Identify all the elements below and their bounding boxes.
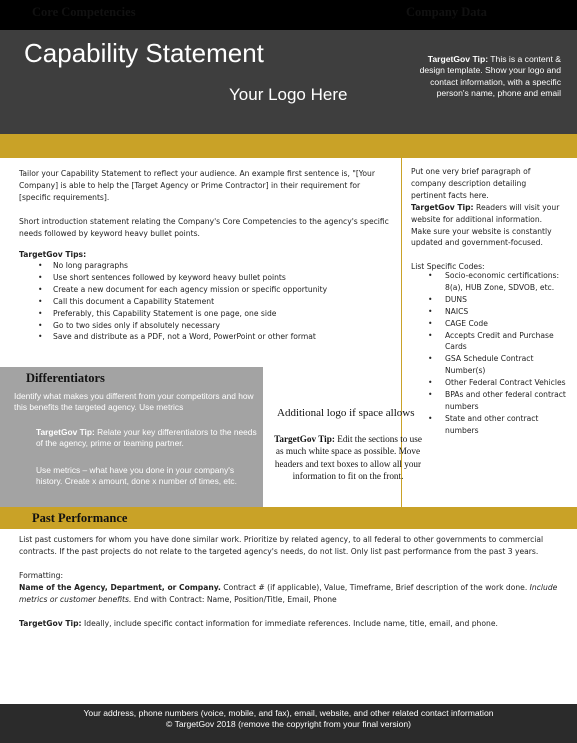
past-tip-label: TargetGov Tip: xyxy=(19,618,82,628)
differentiators-tip-text: Relate your key differentiators to the needs of the agency, prime or teaming partner. xyxy=(36,427,257,449)
list-item: • Use short sentences followed by keyword heavy bullet points xyxy=(38,272,388,284)
list-item: • CAGE Code xyxy=(428,318,568,330)
format-text: Contract # (if applicable), Value, Timeframe, Brief description of the work done. xyxy=(220,582,530,592)
past-performance-body xyxy=(19,534,559,629)
company-data-bar xyxy=(401,134,577,158)
codes-list xyxy=(428,270,568,437)
differentiators-tip xyxy=(36,427,258,450)
past-performance-heading: Past Performance xyxy=(32,511,128,525)
footer-line-2: © TargetGov 2018 (remove the copyright from your final version) xyxy=(166,719,411,729)
company-data-heading: Company Data xyxy=(406,5,487,19)
past-paragraph-1: List past customers for whom you have done similar work. Prioritize by related agency, to all federal to other governments to commercial contracts. If the past projects do not relate to the targeted agency's needs, do not list. Only list past performance from the past 3 years. xyxy=(19,535,544,556)
past-tip-text: Ideally, include specific contact information for immediate references. Include name, title, email, and phone. xyxy=(81,618,498,628)
codes-label: List Specific Codes: xyxy=(411,262,485,271)
header-tip-label: TargetGov Tip: xyxy=(427,54,489,64)
list-item: • Accepts Credit and Purchase Cards xyxy=(428,330,568,354)
company-tip-label: TargetGov Tip: xyxy=(411,202,474,212)
differentiators-heading: Differentiators xyxy=(26,371,105,385)
list-item: • State and other contract numbers xyxy=(428,413,568,437)
additional-logo-placeholder: Additional logo if space allows xyxy=(277,407,415,419)
footer-contact xyxy=(0,708,577,730)
list-item: • Other Federal Contract Vehicles xyxy=(428,377,568,389)
list-item: • No long paragraphs xyxy=(38,260,388,272)
list-item: • GSA Schedule Contract Number(s) xyxy=(428,353,568,377)
additional-tip xyxy=(273,433,423,483)
list-item: • Save and distribute as a PDF, not a Word, PowerPoint or other format xyxy=(38,331,388,343)
formatting-text xyxy=(19,582,559,606)
document-title: Capability Statement xyxy=(24,38,264,68)
core-paragraph-1: Tailor your Capability Statement to reflect your audience. An example first sentence is, "[Your Company] is able to help the [Target Agency or Prime Contractor] in their requirement for [specific requirements]. xyxy=(19,169,375,202)
core-paragraph-2: Short introduction statement relating the Company's Core Competencies to the agency's specific needs followed by keyword heavy bullet points. xyxy=(19,216,389,238)
list-item: • Go to two sides only if absolutely necessary xyxy=(38,320,388,332)
company-data-body xyxy=(411,166,563,249)
differentiators-intro: Identify what makes you different from your competitors and how this benefits the targeted agency. Use metrics xyxy=(14,391,254,413)
additional-tip-label: TargetGov Tip: xyxy=(274,434,335,444)
core-competencies-body xyxy=(19,168,391,240)
list-item: • BPAs and other federal contract numbers xyxy=(428,389,568,413)
header-banner xyxy=(0,30,577,134)
footer-line-1: Your address, phone numbers (voice, mobile, and fax), email, website, and other related contact information xyxy=(83,708,494,718)
formatting-label: Formatting: xyxy=(19,570,64,580)
format-end: End with Contract: Name, Position/Title, Email, Phone xyxy=(131,594,337,604)
list-item: • Preferably, this Capability Statement is one page, one side xyxy=(38,308,388,320)
core-competencies-bar xyxy=(0,134,401,158)
list-item: • DUNS xyxy=(428,294,568,306)
core-tips-label: TargetGov Tips: xyxy=(19,250,87,259)
differentiators-metrics: Use metrics – what have you done in your company's history. Create x amount, done x number of times, etc. xyxy=(36,465,237,487)
past-tip xyxy=(19,618,559,630)
additional-tip-text: Edit the sections to use as much white space as possible. Move headers and text boxes to allow all your information to fit on the front. xyxy=(274,434,422,482)
header-tip-text: This is a content & design template. Show your logo and contact information, with a specific person's name, phone and email xyxy=(419,54,561,98)
core-tips-list xyxy=(38,260,388,343)
logo-placeholder: Your Logo Here xyxy=(229,85,348,104)
list-item: • Socio-economic certifications: 8(a), HUB Zone, SDVOB, etc. xyxy=(428,270,568,294)
list-item: • NAICS xyxy=(428,306,568,318)
format-italic: Include metrics or customer benefits. xyxy=(19,582,558,604)
company-paragraph: Put one very brief paragraph of company description detailing pertinent facts here. xyxy=(411,167,531,200)
header-tip xyxy=(416,54,561,99)
differentiators-tip-label: TargetGov Tip: xyxy=(36,427,95,437)
list-item: • Call this document a Capability Statement xyxy=(38,296,388,308)
company-tip-text: Readers will visit your website for additional information. Make sure your website is constantly updated and government-focused. xyxy=(411,202,560,248)
list-item: • Create a new document for each agency mission or specific opportunity xyxy=(38,284,388,296)
company-tip xyxy=(411,202,563,250)
core-competencies-heading: Core Competencies xyxy=(32,5,136,19)
format-bold: Name of the Agency, Department, or Company. xyxy=(19,582,221,592)
